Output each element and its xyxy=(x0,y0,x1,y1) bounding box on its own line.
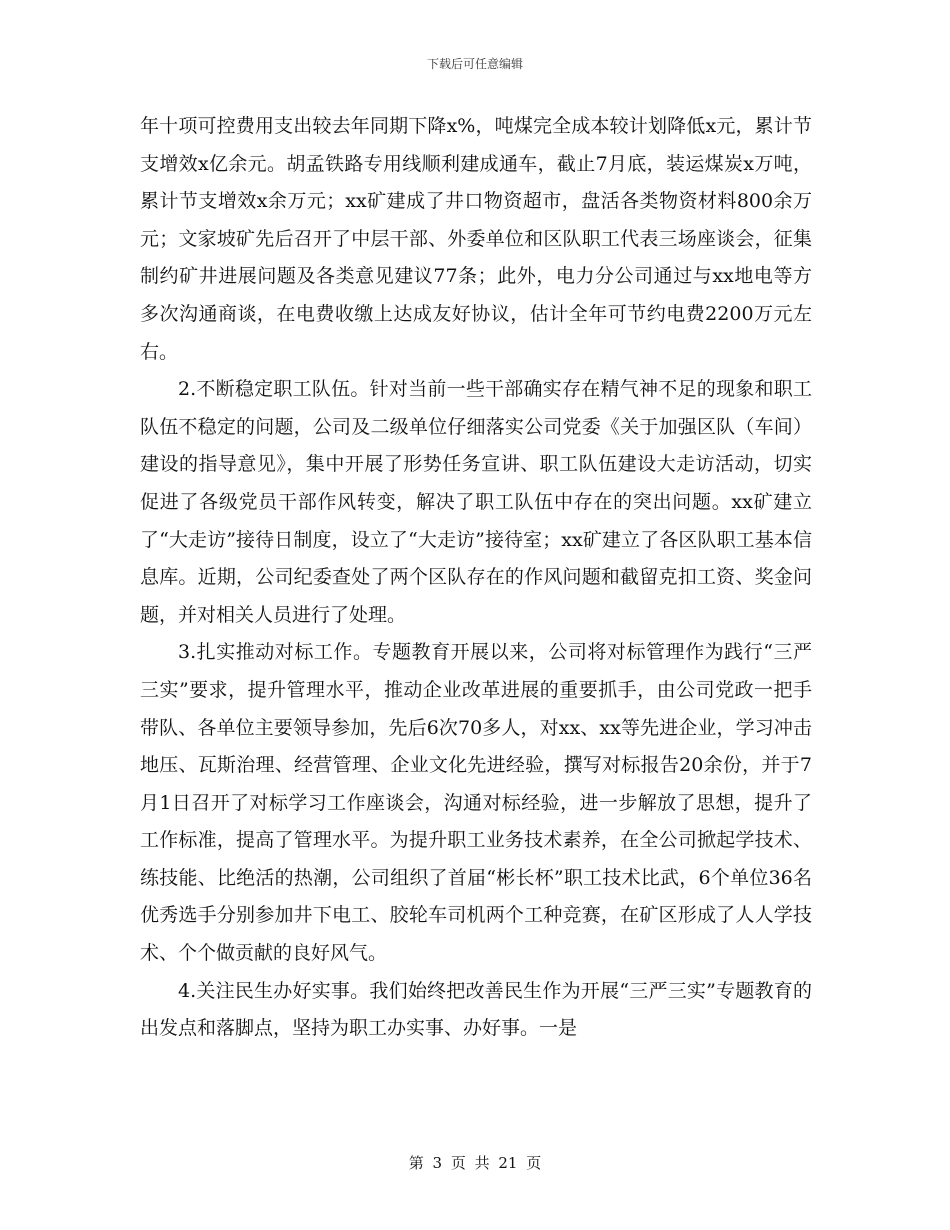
paragraph-livelihood: 4.关注民生办好实事。我们始终把改善民生作为开展“三严三实”专题教育的出发点和落脚点，坚持为职工办实事、办好事。一是 xyxy=(140,979,812,1040)
paragraph-cost-savings: 年十项可控费用支出较去年同期下降x%，吨煤完全成本较计划降低x元，累计节支增效x亿余元。胡孟铁路专用线顺利建成通车，截止7月底，装运煤炭x万吨，累计节支增效x余万元；xx矿建成了井口物资超市，盘活各类物资材料800余万元；文家坡矿先后召开了中层干部、外委单位和区队职工代表三场座谈会，征集制约矿井进展问题及各类意见建议77条；此外，电力分公司通过与xx地电等方多次沟通商谈，在电费收缴上达成友好协议，估计全年可节约电费2200万元左右。 xyxy=(140,115,812,363)
document-body xyxy=(140,108,812,1048)
page-footer: 第 3 页 共 21 页 xyxy=(408,1154,542,1172)
paragraph-stabilize-workforce: 2.不断稳定职工队伍。针对当前一些干部确实存在精气神不足的现象和职工队伍不稳定的问题，公司及二级单位仔细落实公司党委《关于加强区队（车间）建设的指导意见》，集中开展了形势任务宣讲、职工队伍建设大走访活动，切实促进了各级党员干部作风转变，解决了职工队伍中存在的突出问题。xx矿建立了“大走访”接待日制度，设立了“大走访”接待室；xx矿建立了各区队职工基本信息库。近期，公司纪委查处了两个区队存在的作风问题和截留克扣工资、奖金问题，并对相关人员进行了处理。 xyxy=(140,378,812,626)
page-header: 下载后可任意编辑 xyxy=(426,57,523,71)
paragraph-benchmarking: 3.扎实推动对标工作。专题教育开展以来，公司将对标管理作为践行“三严三实”要求，提升管理水平，推动企业改革进展的重要抓手，由公司党政一把手带队、各单位主要领导参加，先后6次70多人，对xx、xx等先进企业，学习冲击地压、瓦斯治理、经营管理、企业文化先进经验，撰写对标报告20余份，并于7月1日召开了对标学习工作座谈会，沟通对标经验，进一步解放了思想，提升了工作标准，提高了管理水平。为提升职工业务技术素养，在全公司掀起学技术、练技能、比绝活的热潮，公司组织了首届“彬长杯”职工技术比武，6个单位36名优秀选手分别参加井下电工、胶轮车司机两个工种竞赛，在矿区形成了人人学技术、个个做贡献的良好风气。 xyxy=(140,641,812,965)
